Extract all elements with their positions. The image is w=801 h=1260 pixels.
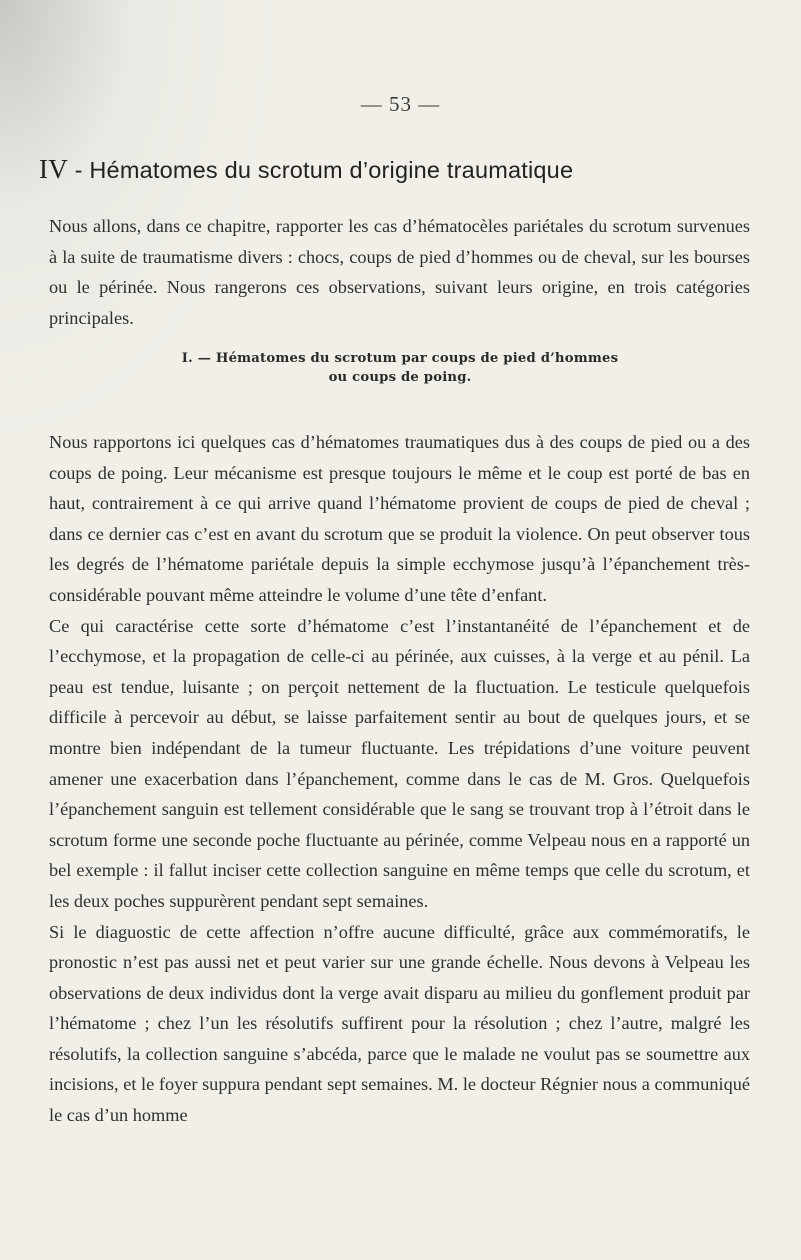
section-title-line2: ou coups de poing. (328, 370, 472, 385)
paragraph: Nous rapportons ici quelques cas d’hématomes traumatiques dus à des coups de pied ou a des coups de poing. Leur mécanisme est presque toujours le même et le coup est porté de bas en haut, contrairement à ce qui arrive quand l’hématome provient de coups de pied de cheval ; dans ce dernier cas c’est en avant du scrotum que se produit la violence. On peut observer tous les degrés de l’hématome pariétale depuis la simple ecchymose jusqu’à l’épanchement très-considérable pouvant même atteindre le volume d’une tête d’enfant. (49, 432, 750, 605)
intro-paragraph-block (49, 211, 750, 333)
paragraph: Ce qui caractérise cette sorte d’hématome c’est l’instantanéité de l’épanchement et de l’ecchymose, et la propagation de celle-ci au périnée, aux cuisses, à la verge et au pénil. La peau est tendue, luisante ; on perçoit nettement de la fluctuation. Le testicule quelquefois difficile à percevoir au début, se laisse parfaitement sentir au bout de quelques jours, et se montre bien indépendant de la tumeur fluctuante. Les trépidations d’une voiture peuvent amener une exacerbation dans l’épanchement, comme dans le cas de M. Gros. Quelquefois l’épanchement sanguin est tellement considérable que le sang se trouvant trop à l’étroit dans le scrotum forme une seconde poche fluctuante au périnée, comme Velpeau nous en a rapporté un bel exemple : il fallut inciser cette collection sanguine en même temps que celle du scrotum, et les deux poches suppurèrent pendant sept semaines. (49, 615, 750, 911)
chapter-numeral: IV (39, 154, 68, 184)
intro-paragraph: Nous allons, dans ce chapitre, rapporter les cas d’hématocèles pariétales du scrotum survenues à la suite de traumatisme divers : chocs, coups de pied d’hommes ou de cheval, sur les bourses ou le périnée. Nous rangerons ces observations, suivant leurs origine, en trois catégories principales. (49, 216, 750, 328)
chapter-title-text: Hématomes du scrotum d’origine traumatique (89, 157, 574, 183)
paragraph: Si le diaguostic de cette affection n’offre aucune difficulté, grâce aux commémoratifs, le pronostic n’est pas aussi net et peut varier sur une grande échelle. Nous devons à Velpeau les observations de deux individus dont la verge avait disparu au milieu du gonflement produit par l’hématome ; chez l’un les résolutifs suffirent pour la résolution ; chez l’autre, malgré les résolutifs, la collection sanguine s’abcéda, parce que le malade ne voulut pas se soumettre aux incisions, et le foyer suppura pendant sept semaines. M. le docteur Régnier nous a communiqué le cas d’un homme (49, 921, 750, 1126)
body-paragraphs (49, 427, 750, 1131)
chapter-separator: - (67, 157, 90, 183)
page-number: — 53 — (360, 92, 441, 116)
section-title-line1: Hématomes du scrotum par coups de pied d’hommes (215, 351, 619, 366)
chapter-title (39, 154, 779, 185)
section-heading (100, 349, 700, 387)
section-dash: — (192, 351, 216, 366)
section-number: I. (181, 351, 193, 366)
